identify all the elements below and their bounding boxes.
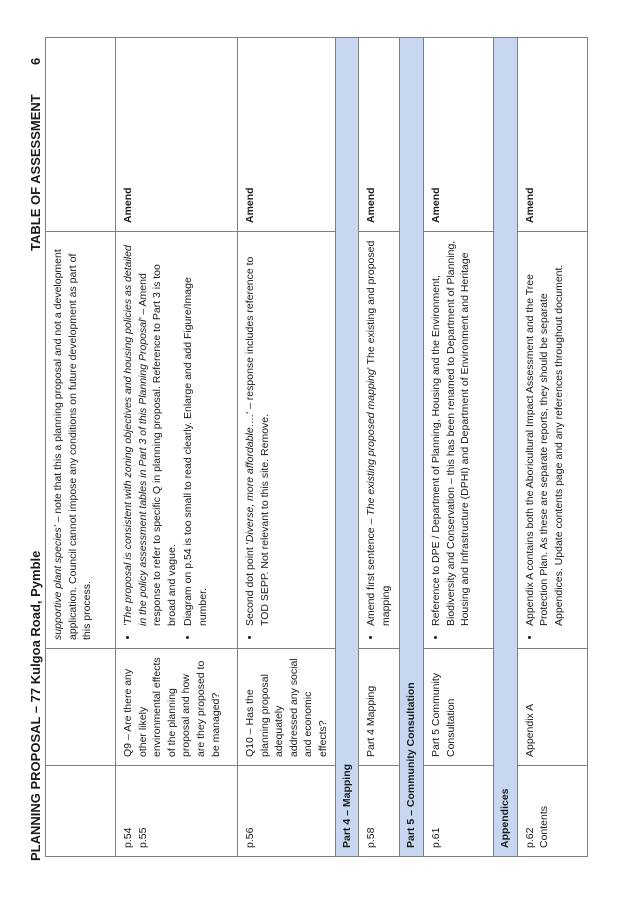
comment-quote: The existing proposed mapping (365, 369, 378, 516)
comment-bullet: • Appendix A contains both the Aboricultural Impact Assessment and the Tree Protection Plan. As these are separate reports, they should be separate Appendices. Update contents page and any references throughout document. (523, 240, 567, 626)
comment-cell (359, 232, 400, 649)
page-cell (517, 766, 587, 857)
page-ref: Contents (538, 805, 551, 848)
page-cell (46, 766, 116, 857)
question-cell: Part 4 Mapping (359, 649, 400, 766)
comment-bullet (364, 240, 393, 626)
comment-bullet: • Reference to DPE / Department of Planning, Housing and the Environment, Biodiversity and Conservation – this has been renamed to Department of Planning, Housing and Infrastructure (DPHI) and Department of Environment and Heritage (429, 240, 473, 626)
table-row (423, 38, 493, 857)
comment-list (243, 240, 272, 640)
comment-cell (423, 232, 493, 649)
comment-list (523, 240, 567, 640)
comment-bullet: • Diagram on p.54 is too small to read clearly. Enlarge and add Figure/Image number. (181, 240, 210, 626)
recommendation-cell: Amend (517, 38, 587, 232)
assessment-table (45, 37, 588, 857)
table-row (359, 38, 400, 857)
comment-bullet (121, 240, 179, 626)
comment-cell (116, 232, 238, 649)
recommendation-cell (46, 38, 116, 232)
page-ref: p.54 (122, 827, 134, 848)
comment-cell (46, 232, 116, 649)
comment-cell (517, 232, 587, 649)
section-heading: Part 5 – Community Consultation (400, 38, 424, 857)
section-title: TABLE OF ASSESSMENT (28, 94, 43, 251)
question-cell: Q9 – Are there any other likely environmental effects of the planning proposal and how are they proposed to be managed? (116, 649, 238, 766)
page-cell (116, 766, 238, 857)
recommendation-cell: Amend (238, 38, 336, 232)
table-row (46, 38, 116, 857)
section-row (400, 38, 424, 857)
page-number: 6 (28, 57, 43, 65)
page-cell: p.58 (359, 766, 400, 857)
comment-quote: supportive plant species' (52, 525, 64, 640)
table-row (238, 38, 336, 857)
section-row (335, 38, 359, 857)
page-cell: p.56 (238, 766, 336, 857)
comment-list (121, 240, 211, 640)
section-heading: Appendices (493, 38, 517, 857)
comment-text: ' – response includes reference to TOD SEPP. Not relevant to this site. Remove. (244, 256, 271, 626)
comment-text: – note that this a planning proposal and not a development application. Council cannot impose any conditions on future development as part of this process. (52, 249, 94, 640)
comment-text: ' The existing and proposed mapping (365, 240, 392, 626)
comment-quote: Diverse, more affordable…. (244, 413, 256, 543)
table-row (116, 38, 238, 857)
recommendation-cell: Amend (359, 38, 400, 232)
table-row (517, 38, 587, 857)
comment-list (429, 240, 473, 640)
comment-list (364, 240, 393, 640)
comment-text: Second dot point ' (244, 542, 256, 626)
recommendation-cell: Amend (116, 38, 238, 232)
recommendation-cell: Amend (423, 38, 493, 232)
page-ref: p.62 (523, 827, 536, 848)
page-cell: p.61 (423, 766, 493, 857)
comment-cell (238, 232, 336, 649)
page-ref: p.55 (136, 827, 149, 848)
comment-bullet (243, 240, 272, 626)
question-cell: Part 5 Community Consultation (423, 649, 493, 766)
question-cell: Q10 – Has the planning proposal adequately addressed any social and economic effects? (238, 649, 336, 766)
question-cell (46, 649, 116, 766)
question-cell: Appendix A (517, 649, 587, 766)
document-title: PLANNING PROPOSAL – 77 Kulgoa Road, Pymble (28, 550, 43, 861)
section-row (493, 38, 517, 857)
section-heading: Part 4 – Mapping (335, 38, 359, 857)
comment-quote: 'The proposal is consistent with zoning objectives and housing policies as detailed in the policy assessment tables in Part 3 of this Planning Proposal' (122, 245, 149, 626)
comment-text: – Amend response to refer to specific Q in planning proposal. Reference to Part 3 is too broad and vague. (136, 264, 178, 626)
comment-text: Amend first sentence – (365, 515, 378, 626)
